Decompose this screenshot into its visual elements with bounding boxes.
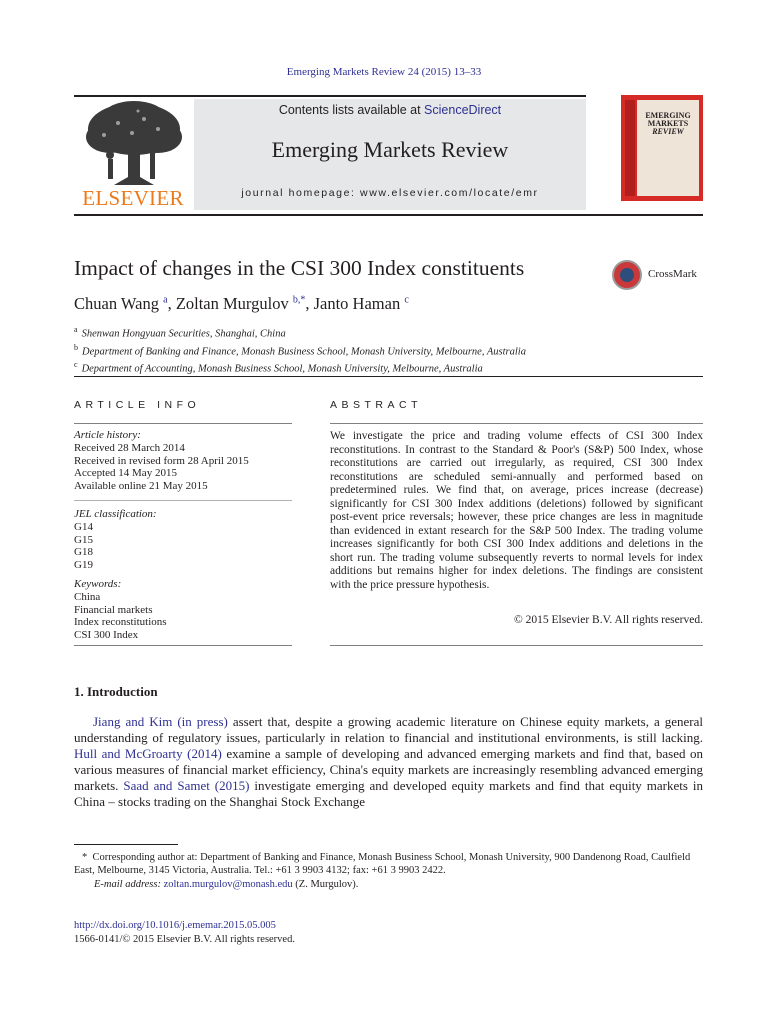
article-info-heading: ARTICLE INFO <box>74 399 201 411</box>
author-affiliation-mark[interactable]: c <box>404 294 409 306</box>
abstract-rule <box>330 423 703 424</box>
reference-link[interactable]: Hull and McGroarty (2014) <box>74 746 222 761</box>
keyword: Financial markets <box>74 603 153 616</box>
email-link[interactable]: zoltan.murgulov@monash.edu <box>163 878 293 890</box>
corresponding-author-footnote <box>74 851 703 891</box>
cover-panel <box>637 100 699 196</box>
author-affiliation-mark[interactable]: b,* <box>292 294 306 306</box>
jel-classification <box>74 508 292 572</box>
jel-code: G19 <box>74 559 93 572</box>
paragraph-text: assert that, despite a growing academic literature on Chinese equity markets, a general understanding of regulatory issues, particularly in relation to financial and institutional environments, is still lacking. <box>74 714 703 745</box>
introduction-paragraph <box>74 714 703 810</box>
journal-homepage-link[interactable]: journal homepage: www.elsevier.com/locate/emr <box>241 187 539 199</box>
crossmark-badge[interactable] <box>612 260 704 292</box>
cover-stripe <box>625 100 635 196</box>
affiliation-mark: a <box>74 325 78 334</box>
elsevier-wordmark: ELSEVIER <box>82 186 184 210</box>
history-label: Article history: <box>74 429 141 441</box>
affiliation-mark: b <box>74 342 78 352</box>
affiliation-mark: c <box>74 360 78 369</box>
masthead-top-rule <box>74 95 586 97</box>
affiliation-list <box>74 323 526 376</box>
footnote-text: Corresponding author at: Department of Banking and Finance, Monash Business School, Monash University, 900 Dandenong Road, Caulfield East, Melbourne, 3145 Victoria, Australia. Tel.: +61 3 9903 4132; fax: +61 3 9903 2422. <box>74 852 691 877</box>
author-name[interactable]: Janto Haman <box>313 294 401 313</box>
info-top-rule <box>74 376 703 377</box>
jel-code: G15 <box>74 533 93 546</box>
abstract-heading: ABSTRACT <box>330 399 423 411</box>
email-suffix: (Z. Murgulov). <box>292 878 359 890</box>
masthead-bottom-rule <box>74 214 703 216</box>
paragraph-text: examine a sample of developing and advanced emerging markets and find that, based on various measures of financial market efficiency, China's equity markets are increasingly resembling advanced emerging markets. <box>74 746 703 793</box>
jel-code: G14 <box>74 520 93 533</box>
journal-citation[interactable]: Emerging Markets Review 24 (2015) 13–33 <box>286 66 482 78</box>
contents-prefix: Contents lists available at <box>278 103 425 117</box>
cover-title-line: REVIEW <box>652 127 684 136</box>
history-item: Received 28 March 2014 <box>74 441 185 454</box>
keywords <box>74 578 292 642</box>
affiliation-text: Department of Banking and Finance, Monash Business School, Monash University, Melbourne, Australia <box>82 346 526 357</box>
crossmark-label: CrossMark <box>648 268 697 280</box>
doi-link[interactable]: http://dx.doi.org/10.1016/j.ememar.2015.05.005 <box>74 920 276 931</box>
reference-link[interactable]: Saad and Samet (2015) <box>123 778 250 793</box>
abstract-text: We investigate the price and trading volume effects of CSI 300 Index reconstitutions. In contrast to the Standard & Poor's (S&P) 500 Index, whose reconstitutions are carried out irregularly, as required, CSI 300 Index reconstitutions are scheduled semi-annually and performed based on predetermined rules. We find that, on average, prices increase (decrease) significantly for CSI 300 Index additions (deletions) followed by significant post-event price reversals; however, these price changes are less in magnitude than evidenced in extant research for the S&P 500 Index. The trading volume increases significantly for both CSI 300 Index additions and deletions in the short run. The trading volume subsequently reverts to normal levels for index additions but remains higher for index deletions. The findings are consistent with the price pressure hypothesis. <box>330 430 703 591</box>
affiliation-text: Shenwan Hongyuan Securities, Shanghai, China <box>81 328 286 340</box>
paragraph-text: investigate emerging and developed equity markets and find that equity markets in China – stocks trading on the Shanghai Stock Exchange <box>74 778 703 809</box>
author-name[interactable]: Chuan Wang <box>74 294 159 313</box>
author-separator: , <box>305 294 314 313</box>
history-item: Available online 21 May 2015 <box>74 480 208 493</box>
author-list <box>74 294 409 314</box>
article-title: Impact of changes in the CSI 300 Index constituents <box>74 256 525 280</box>
author-affiliation-mark[interactable]: a <box>163 294 168 306</box>
keywords-label: Keywords: <box>74 578 122 590</box>
author-name[interactable]: Zoltan Murgulov <box>175 294 289 313</box>
article-info-rule <box>74 423 292 424</box>
abstract-bottom-rule <box>330 645 703 646</box>
journal-name: Emerging Markets Review <box>271 137 509 162</box>
history-item: Accepted 14 May 2015 <box>74 467 177 480</box>
article-history <box>74 429 292 493</box>
jel-label: JEL classification: <box>74 508 157 520</box>
footnote-mark: * <box>82 852 88 863</box>
keyword: Index reconstitutions <box>74 616 167 629</box>
article-info-bottom-rule <box>74 645 292 646</box>
affiliation-item <box>74 341 526 359</box>
elsevier-logo[interactable] <box>74 99 192 211</box>
author-separator: , <box>167 294 176 313</box>
crossmark-icon <box>612 260 642 290</box>
keyword: CSI 300 Index <box>74 629 139 642</box>
cover-title <box>637 112 699 136</box>
history-divider <box>74 500 292 501</box>
sciencedirect-link[interactable]: ScienceDirect <box>424 103 502 117</box>
journal-cover-thumbnail[interactable] <box>621 95 703 201</box>
contents-line <box>194 103 586 117</box>
history-item: Received in revised form 28 April 2015 <box>74 454 249 467</box>
journal-masthead <box>194 99 586 210</box>
reference-link[interactable]: Jiang and Kim (in press) <box>93 714 228 729</box>
abstract-copyright: © 2015 Elsevier B.V. All rights reserved. <box>514 614 703 626</box>
affiliation-item <box>74 323 526 341</box>
footnote-body <box>74 851 703 878</box>
keyword: China <box>74 590 101 603</box>
cover-title-line: MARKETS <box>647 119 689 128</box>
affiliation-item <box>74 358 526 376</box>
issn-copyright: 1566-0141/© 2015 Elsevier B.V. All rights reserved. <box>74 934 295 945</box>
email-label: E-mail address: <box>94 878 164 890</box>
affiliation-text: Department of Accounting, Monash Business School, Monash University, Melbourne, Australia <box>81 363 483 375</box>
footnote-email-line <box>74 878 703 891</box>
footnote-rule <box>74 844 178 845</box>
cover-title-line: EMERGING <box>645 111 691 120</box>
introduction-heading: 1. Introduction <box>74 684 158 699</box>
jel-code: G18 <box>74 546 93 559</box>
elsevier-tree-icon <box>74 99 192 187</box>
